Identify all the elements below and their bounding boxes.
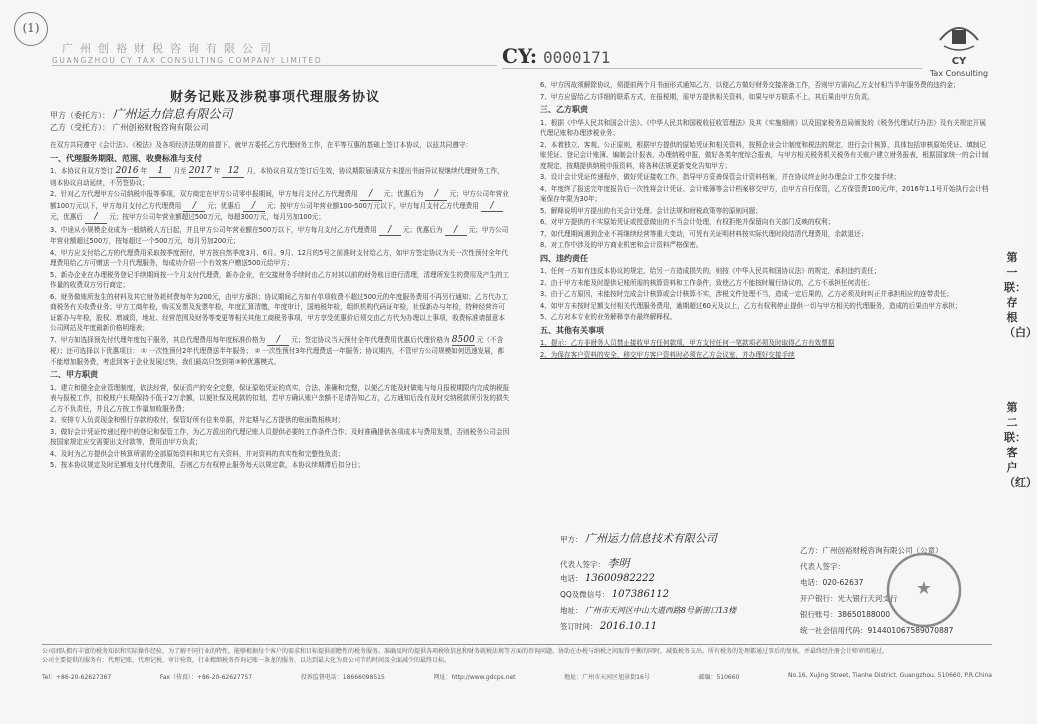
- sec1-item-5: 5、新办企业在办理税务登记手续期间按一个月支付代理费，新办企业，在交接财务手续时由乙方对其以前的财务账目进行清理，清理所发生的费用及产生的工作量的收费双方另行商定；: [50, 270, 510, 289]
- sig-rep-a: 代表人签字： 李明: [560, 557, 630, 570]
- sig-date-a: 签订时间： 2016.10.11: [560, 621, 658, 632]
- section-5-heading: 五、其他有关事项: [540, 325, 604, 335]
- sig-rep-b: 代表人签字：: [800, 562, 845, 571]
- company-name-cn: 广州创裕财税咨询有限公司: [62, 42, 278, 55]
- sec2-item-4: 4、及时为乙方提供会计核算所需的全部原始资料和其它有关资料，并对资料的真实性和完整性负责；: [50, 449, 345, 458]
- sec2-item-1: 1、建立和健全企业管理制度，依法经营，保证资产的安全完整，保证原始凭证的真实、合法、准确和完整，以便乙方能及时做账与每月报税期限内完成纳税报表与报税工作，扣税账户长期保持不低于2万余额，以便社保及税款的扣划，若甲方确认账户余额不足请告知乙方，乙方通知后没有及时交纳税款所引发的损失乙方不负责任，并且乙方按工作量加收服务费；: [50, 383, 510, 413]
- right-column: [540, 80, 990, 361]
- serial-label: CY:: [502, 44, 538, 68]
- sig-tel-a: 电话： 13600982222: [560, 573, 655, 584]
- sec5-item-2: 2、为保存客户资料的安全，移交甲方客户资料时必须在乙方会议室，并办理好交接手续: [540, 350, 795, 359]
- footer-note: 公司团队拥有丰富的税务知识和实际操作经验，为了解不同行业的特性，能够根据每个客户的需求和目标提供前瞻性的税务服务。准确及时的提供各项税收信息和财务就税法规等方面的咨询问题。协助在办税与纳税之间取得平衡的同时，减低税务支出。所有税务的处理都通过事后的复核，并最终经注册会计师审阅通过。 公司主要提供的服务有：代理记账、代理记税、审计验资，行业精细税务咨询记账一条龙的服务，以达到最大化为贵公司节约时间及全面减少的最终目标。: [42, 644, 992, 665]
- sec1-item-6: 6、财务做账所发生的材料及其它财务耗材费每年为200元，由甲方承担；协议期间乙方如有单项收费不超过500元的年度服务费用不再另行通知；乙方代办工商税务有关收费业务；甲方工商年检，购买发票及发票年检，年度汇算清缴，年度审计，国地税年检，组织机构代码证年检，社保新办与年检，特种经营许可证新办与年检，股权、增减资，地址、经营范围及财务等变更等相关其他工商税务事项，甲方享受优惠价后须交由乙方代为办理以上事项，收费标准请留意本公司网站及年度最新价格明细表；: [50, 292, 508, 332]
- sec2-item-5: 5、按本协议规定及时足额地支付代理费用，否则乙方有权停止服务每天以规定款，本协议续期滞后扣分日；: [50, 461, 365, 469]
- footer-contacts: Tel：+86-20-62627367 Fax（传真）：+86-20-62627757 投诉监督电话：18666098515 网址：http://www.gdcps.net 地址：广州市天河区旭景街16号 邮编：510660 No.16, Xujing Street, Tianhe District, Guangzhou, 510660, P.R.China: [42, 672, 992, 681]
- logo-icon: [936, 20, 982, 54]
- sec5-item-1: 1、提示：乙方非财务人员禁止接收甲方任何款项，甲方支付任何一笔款项必须及时取得乙方有效票据: [540, 339, 835, 347]
- section-3-heading: 三、乙方职责: [540, 105, 588, 114]
- sec4-item-2: 2、由于甲方未能及时提供记账所需的核算资料和工作条件，致使乙方不能按时履行协议的，乙方不承担任何责任；: [540, 278, 874, 287]
- sec1-item-4: 4、甲方应支付给乙方的代理费用采取按季度预付，甲方按自然季度3月、6月、9月、12月的5号之前准时支付给乙方，如甲方签定协议为关一次性预付全年代理费用给乙方可赠送一个月代理服务，每成功介绍一个有效客户赠送500元给甲方；: [50, 248, 508, 267]
- sec3-item-1: 1、根据《中华人民共和国会计法》、《中华人民共和国税收征收管理法》及其《实施细则》以及国家税务总局颁发的《税务代理试行办法》及有关规定开展代理记账和办理涉税业务；: [540, 118, 986, 137]
- party-a-value: 广州运力信息有限公司: [112, 107, 233, 121]
- section-2-heading: 二、甲方职责: [50, 370, 98, 379]
- serial-number: 0000171: [543, 48, 611, 67]
- side-label-customer: 第二联：客户（红）: [1004, 401, 1037, 489]
- sig-tel-b: 电话：020-62637: [800, 578, 864, 587]
- sec3-item-6: 6、对甲方提供的不实原始凭证或授意做出的不当会计处理，有权拒绝并保留向有关部门反映的权利；: [540, 218, 835, 226]
- sig-party-b: 乙方：广州创裕财税咨询有限公司（公章）: [800, 546, 943, 555]
- company-seal-icon: [884, 550, 964, 630]
- sec2-item-6: 6、甲方因故须解除协议，须提前两个月书面形式通知乙方，以便乙方做好财务交接准备工作，否则甲方需向乙方支付相当半年服务费的违约金；: [540, 81, 960, 89]
- sig-addr-a: 地址： 广州市天河区中山大道西路8号新街口13楼: [560, 606, 737, 615]
- sec4-item-5: 5、乙方对本专业的业务解释享有最终解释权。: [540, 313, 677, 321]
- party-b-label: 乙方（受托方）：: [50, 123, 110, 132]
- sig-account-b: 银行账号：38650188000: [800, 610, 890, 619]
- logo-subtext: Tax Consulting: [929, 69, 989, 78]
- sec3-item-7: 7、如代理期间遇到企业不再继续经营等重大变动，可凭有关证明材料按实际代理时段结清代理费用，余款退还；: [540, 229, 868, 238]
- intro-text: 在双方共同遵守《会计法》、《税法》及各项经济法规的前提下，就甲方委托乙方代理财务工作，在平等互惠的基础上签订本协议，以兹共同遵守：: [50, 141, 472, 149]
- sec2-item-7: 7、甲方应留给乙方详细的联系方式，在报税期，需甲方提供相关资料，如果与甲方联系不上，其后果由甲方负责。: [540, 92, 874, 101]
- sig-credit-b: 统一社会信用代码：914401067589070887: [800, 626, 954, 635]
- sig-bank-b: 开户银行：光大银行天河支行: [800, 594, 898, 603]
- sig-qq-a: QQ及微信号： 107386112: [560, 589, 669, 600]
- sec2-item-2: 2、安排专人负责现金和银行存款的收付，保管好所有往来单据，并定期与乙方提供的账面数相核对；: [50, 416, 345, 424]
- sec2-item-3: 3、做好会计凭证传递过程中的登记和保管工作，为乙方派出的代理记账人员提供必要的工作条件合作；及时准确提供各项成本与费用发票，否则税务公司会因按国家规定应交需要出支付款等，费用由甲方负责；: [50, 427, 510, 446]
- sig-party-a-hand: 广州运力信息技术有限公司: [584, 532, 717, 545]
- sec4-item-1: 1、任何一方如有违反本协议的规定，给另一方造成损失的，则按《中华人民共和国协议法》的规定，承担违约责任；: [540, 267, 881, 275]
- sec3-item-3: 3、设计会计凭证传递程序，做好凭证接收工作，指导甲方妥善保管会计资料档案，并在协议终止时办理会计工作交接手续；: [540, 173, 901, 181]
- sec3-item-2: 2、本着独立、客观、公正原则，根据甲方提供的原始凭证和相关资料，按照企业会计制度和税法的规定，进行会计核算，具体包括审核原始凭证、填制记账凭证、登记会计账簿、编制会计报表、办理纳税申报，做好各类年度综合报表，与甲方相关税务机关税务有关账户建立财务报表，根据国家统一的会计制度规定，按期提供纳税申报资料，将各种法规更新变化告知甲方；: [540, 140, 989, 170]
- company-logo: [924, 20, 994, 78]
- sec1-item-3: 3、中途从小规模企业成为一般纳税人方日起，并且甲方公司年营业额在500万以下，甲方每月支付乙方代理费用 / 元；优惠后为 / 元；甲方公司年营业额超过500万，按每超过一个500万元，每月另加200元；: [50, 224, 509, 245]
- sec1-item-1: 1、本协议自双方签订 2016 年 1 月至 2017 年 12 月，本协议自双方签订后生效，协议期限届满双方未提出书面异议视继续代理财务工作，则本协议自动延续，不另签协议；: [50, 166, 504, 187]
- section-4-heading: 四、违约责任: [540, 253, 588, 263]
- header-divider: [502, 68, 922, 69]
- sig-party-a: 甲方： 广州运力信息技术有限公司: [560, 532, 717, 545]
- left-column: [50, 108, 510, 472]
- sec3-item-4: 4、年度终了报送完年度报告后一次性将会计凭证、会计账簿等会计档案移交甲方，由甲方自行保管，乙方保管费100元/年，2016年1.1号开始执行会计档案保存年限为30年；: [540, 184, 989, 203]
- document-title: 财务记账及涉税事项代理服务协议: [170, 90, 381, 105]
- svg-text:★: ★: [915, 578, 933, 599]
- party-a: [50, 108, 510, 122]
- section-1-heading: 一、代理服务期限、范围、收费标准与支付: [50, 153, 202, 163]
- sec1-item-7: 7、甲方如选择预先付代理年度包干服务，其总代理费用每年度标准价格为 / 元；签定协议当天预付全年代理费用优惠后代理价格为 8500 元（不含税）；还可选择以下优惠项目： ① 一次性预付2年代理费送半年服务； ② 一次性预付3年代理费送一年服务；协议期内，不管甲方公司规模如何迅速发展，都不能增加服务费，考虑到客于企业发展过快，我们最高只签到第③种优惠模式。: [50, 334, 504, 366]
- sec3-item-5: 5、解释说明甲方提出的有关会计处理、会计法规和财税政策等的原则问题；: [540, 206, 762, 215]
- sec4-item-4: 4、如甲方未按时足额支付相关代理服务费用，逾期超过60天及以上，乙方有权利停止提供一切与甲方相关的代理服务，造成的后果由甲方承担；: [540, 301, 962, 310]
- party-b-value: 广州创裕财税咨询有限公司: [112, 123, 209, 132]
- company-name-en: GUANGZHOU CY TAX CONSULTING COMPANY LIMITED: [52, 56, 497, 66]
- logo-text: CY: [951, 56, 967, 67]
- sec4-item-3: 3、由于乙方原因，未能按时完成会计核算或会计核算不实，涉税文件处理不当，造成一定后果的，乙方必须及时纠正并承担相应的连带责任；: [540, 290, 954, 298]
- side-label-stub: 第一联：存根（白）: [1004, 251, 1037, 339]
- page-circle-mark: (1): [14, 12, 48, 46]
- party-b: [50, 122, 510, 134]
- party-a-label: 甲方（委托方）：: [50, 111, 110, 120]
- sec1-item-2: 2、针对乙方代理甲方公司纳税申报等事项，双方商定在甲方公司零申报期间，甲方每月支付乙方代理费用 / 元；优惠后为 / 元；甲方公司年营业额100万元以下，甲方每月支付乙方代理费用 / 元；优惠后 / 元；按甲方公司年营业额100-500万元以下，甲方每月支付乙方代理费用 / 元，优惠后 / 元；按甲方公司年营业额超过500万元，每超300万元，每月另加100元；: [50, 189, 509, 222]
- sec3-item-8: 8、对工作中涉及的甲方商业机密和会计资料严格保密。: [540, 241, 703, 249]
